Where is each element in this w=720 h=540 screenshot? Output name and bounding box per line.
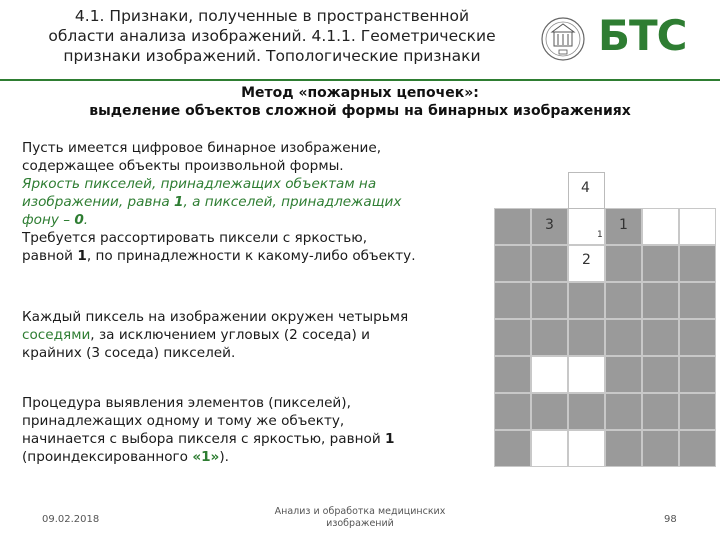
pixel-label-2: 2 bbox=[582, 252, 591, 268]
procedure-index-label: «1» bbox=[192, 449, 220, 465]
grid-cell bbox=[679, 245, 716, 282]
grid-cell bbox=[531, 430, 568, 467]
paragraph-neighbors bbox=[22, 308, 408, 362]
header-title-line-3: признаки изображений. Топологические признаки bbox=[63, 47, 481, 65]
grid-cell bbox=[494, 245, 531, 282]
grid-cell bbox=[679, 393, 716, 430]
task-value-one: 1 bbox=[77, 248, 87, 264]
paragraph-intro bbox=[22, 139, 381, 175]
brightness-text-a: изображении, равна bbox=[22, 194, 175, 210]
grid-cell bbox=[642, 245, 679, 282]
pixel-grid-figure bbox=[494, 172, 716, 445]
grid-cell bbox=[642, 282, 679, 319]
grid-cell bbox=[679, 282, 716, 319]
grid-cell bbox=[605, 282, 642, 319]
footer-page-number: 98 bbox=[664, 514, 677, 525]
grid-cell bbox=[494, 208, 531, 245]
task-text-b: , по принадлежности к какому-либо объекту. bbox=[86, 248, 416, 264]
task-line-1: Требуется рассортировать пиксели с яркостью, bbox=[22, 230, 368, 246]
grid-cell bbox=[679, 356, 716, 393]
grid-cell bbox=[605, 319, 642, 356]
header-divider bbox=[0, 79, 720, 81]
brightness-value-zero: 0 bbox=[74, 212, 84, 228]
pixel-label-4: 4 bbox=[581, 180, 590, 196]
grid-cell bbox=[494, 282, 531, 319]
grid-cell bbox=[568, 356, 605, 393]
procedure-text-c: ). bbox=[219, 449, 229, 465]
neighbors-line-1: Каждый пиксель на изображении окружен четырьмя bbox=[22, 309, 409, 325]
pixel-label-3: 3 bbox=[545, 217, 554, 233]
grid-cell bbox=[568, 393, 605, 430]
footer-course-title bbox=[250, 506, 470, 530]
grid-cell bbox=[642, 319, 679, 356]
brightness-value-one: 1 bbox=[174, 194, 184, 210]
grid-cell bbox=[605, 393, 642, 430]
grid-cell bbox=[605, 430, 642, 467]
brightness-text-d: . bbox=[83, 212, 89, 228]
intro-line-2: содержащее объекты произвольной формы. bbox=[22, 158, 344, 174]
bts-logo bbox=[596, 14, 708, 54]
paragraph-brightness bbox=[22, 175, 401, 229]
grid-cell bbox=[568, 319, 605, 356]
grid-cell bbox=[642, 393, 679, 430]
grid-cell bbox=[494, 393, 531, 430]
header-title-line-2: области анализа изображений. 4.1.1. Геометрические bbox=[48, 27, 496, 45]
brightness-text-b: , а пикселей, принадлежащих bbox=[183, 194, 402, 210]
grid-cell bbox=[568, 430, 605, 467]
grid-cell bbox=[679, 430, 716, 467]
procedure-value-one: 1 bbox=[384, 431, 395, 447]
grid-cell bbox=[642, 430, 679, 467]
grid-cell bbox=[679, 208, 716, 245]
pixel-label-1: 1 bbox=[619, 217, 628, 233]
footer-course-line-1: Анализ и обработка медицинских bbox=[274, 506, 446, 517]
neighbors-text: , за исключением угловых (2 соседа) и bbox=[90, 327, 370, 343]
paragraph-procedure bbox=[22, 394, 394, 466]
brightness-line-1: Яркость пикселей, принадлежащих объектам на bbox=[22, 176, 377, 192]
grid-cell bbox=[605, 245, 642, 282]
brightness-text-c: фону – bbox=[22, 212, 75, 228]
method-title bbox=[0, 84, 720, 120]
grid-cell bbox=[568, 282, 605, 319]
grid-cell bbox=[531, 282, 568, 319]
pixel-label-center: 1 bbox=[597, 230, 603, 240]
grid-cell bbox=[531, 319, 568, 356]
method-title-line-1: Метод «пожарных цепочек»: bbox=[241, 85, 479, 101]
grid-cell bbox=[679, 319, 716, 356]
neighbors-line-2 bbox=[22, 326, 408, 344]
intro-line-1: Пусть имеется цифровое бинарное изображение, bbox=[22, 140, 382, 156]
slide-header-title bbox=[22, 6, 522, 66]
brightness-line-3 bbox=[22, 211, 401, 229]
procedure-line-1: Процедура выявления элементов (пикселей), bbox=[22, 395, 351, 411]
footer-course-line-2: изображений bbox=[326, 518, 394, 529]
grid-cell bbox=[605, 356, 642, 393]
procedure-text-b: (проиндексированного bbox=[22, 449, 193, 465]
grid-cell bbox=[494, 430, 531, 467]
header-title-line-1: 4.1. Признаки, полученные в пространственной bbox=[74, 7, 470, 25]
grid-cell bbox=[531, 393, 568, 430]
grid-cell bbox=[642, 208, 679, 245]
brightness-line-2 bbox=[22, 193, 401, 211]
grid-cell bbox=[494, 319, 531, 356]
paragraph-task bbox=[22, 229, 416, 265]
procedure-line-3 bbox=[22, 430, 394, 448]
grid-cell bbox=[531, 356, 568, 393]
task-line-2 bbox=[22, 247, 416, 265]
grid-cell bbox=[494, 356, 531, 393]
footer-date: 09.02.2018 bbox=[42, 514, 100, 525]
task-text-a: равной bbox=[22, 248, 78, 264]
method-title-line-2: выделение объектов сложной формы на бинарных изображениях bbox=[89, 103, 631, 119]
neighbors-line-3: крайних (3 соседа) пикселей. bbox=[22, 345, 236, 361]
neighbors-link[interactable]: соседями bbox=[22, 327, 91, 343]
logo-text: БТС bbox=[598, 14, 687, 54]
procedure-line-4 bbox=[22, 448, 394, 466]
procedure-line-2: принадлежащих одному и тому же объекту, bbox=[22, 413, 345, 429]
grid-cell bbox=[531, 245, 568, 282]
procedure-text-a: начинается с выбора пикселя с яркостью, равной bbox=[22, 431, 385, 447]
university-seal-icon bbox=[540, 8, 586, 70]
grid-cell bbox=[642, 356, 679, 393]
